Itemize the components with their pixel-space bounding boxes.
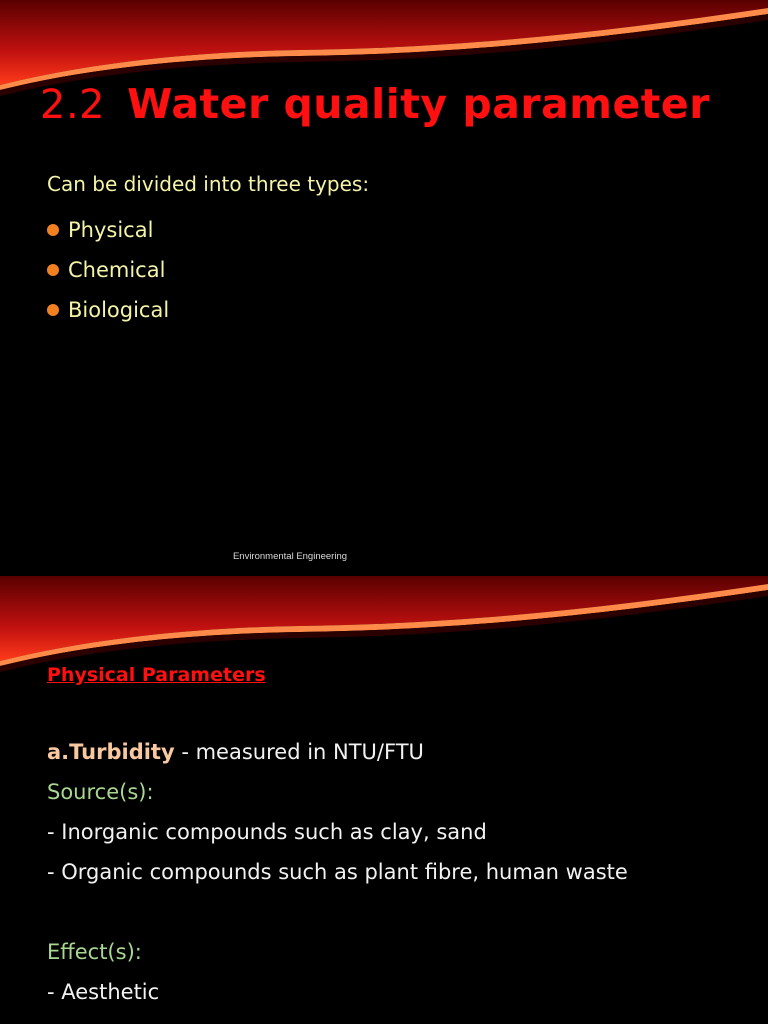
list-item: Biological [47, 290, 169, 330]
turbidity-label: a.Turbidity [47, 740, 175, 764]
bullet-dot-icon [47, 304, 59, 316]
source-item: - Organic compounds such as plant fibre, human waste [47, 860, 628, 884]
type-list [47, 210, 169, 330]
list-item: Chemical [47, 250, 169, 290]
title-text: Water quality parameter [127, 80, 710, 128]
section-heading: Physical Parameters [47, 664, 266, 686]
list-item: Physical [47, 210, 169, 250]
effect-heading: Effect(s): [47, 940, 142, 964]
slide-2 [0, 576, 768, 1024]
bullet-dot-icon [47, 224, 59, 236]
intro-text: Can be divided into three types: [47, 172, 370, 196]
source-heading: Source(s): [47, 780, 154, 804]
title-number: 2.2 [40, 82, 106, 128]
effect-item: - Aesthetic [47, 980, 160, 1004]
slide-footer: Environmental Engineering [232, 551, 348, 562]
bullet-dot-icon [47, 264, 59, 276]
turbidity-line [47, 740, 424, 764]
slide-title [40, 80, 710, 128]
turbidity-detail: - measured in NTU/FTU [174, 740, 424, 764]
decorative-swoosh-top [0, 576, 768, 676]
source-item: - Inorganic compounds such as clay, sand [47, 820, 487, 844]
